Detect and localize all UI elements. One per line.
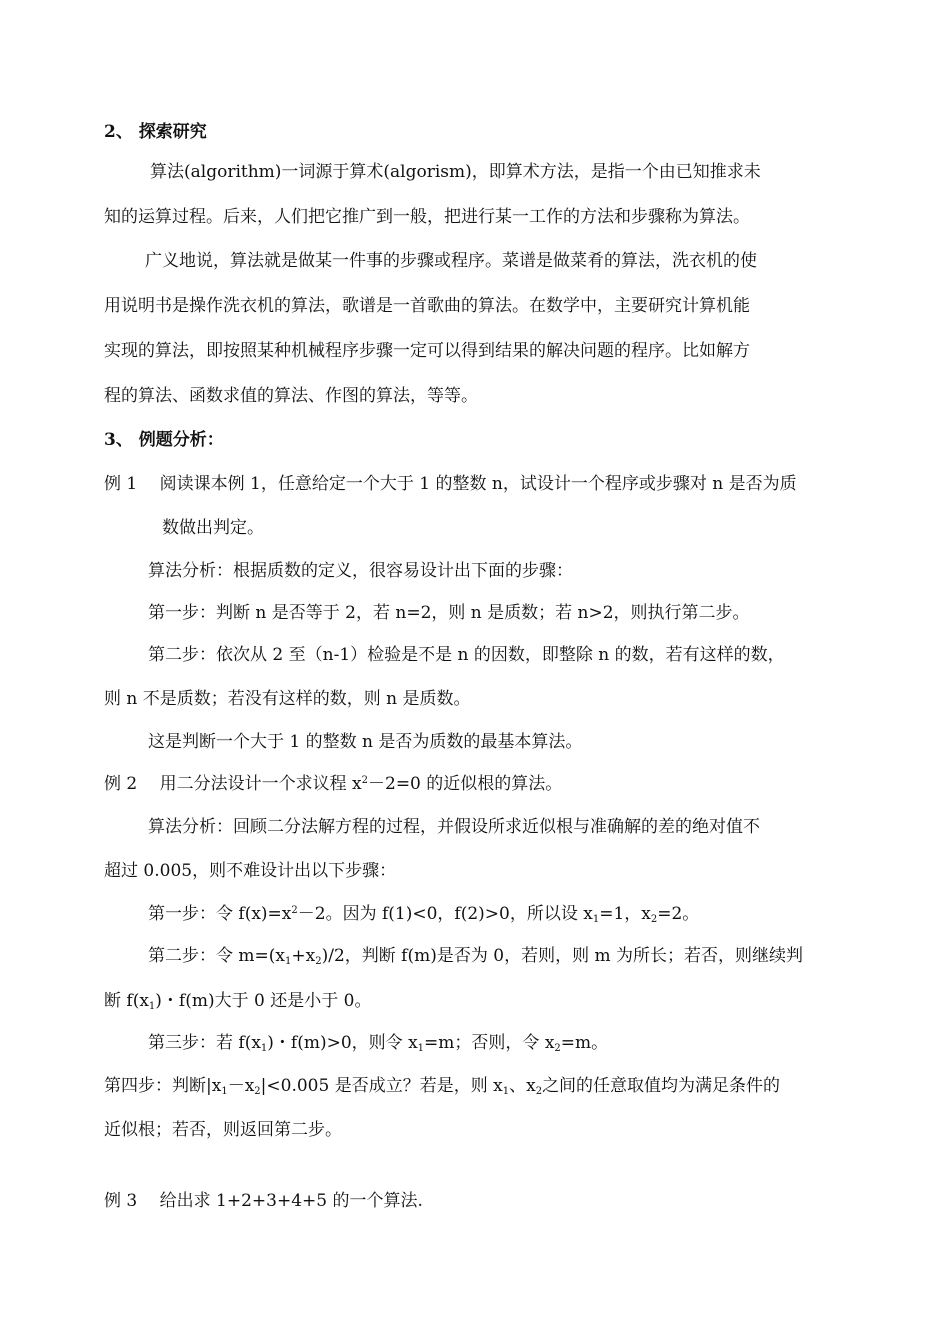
paragraph-line: 程的算法、函数求值的算法、作图的算法，等等。 <box>104 386 478 406</box>
step-line: 第三步：若 $f(x_1)$・f(m)>0，则令 $x_1=m$；否则，令 $x_2=m$。 <box>148 1033 609 1054</box>
paragraph-line: 算法(algorithm)一词源于算术(algorism)，即算术方法，是指一个由已知推求未 <box>150 162 761 182</box>
summary-line: 这是判断一个大于 1 的整数 n 是否为质数的最基本算法。 <box>148 732 583 752</box>
example-3-title: 例 3 给出求 1+2+3+4+5 的一个算法. <box>104 1191 423 1211</box>
example-1-title: 例 1 阅读课本例 1，任意给定一个大于 1 的整数 n，试设计一个程序或步骤对 n 是否为质 <box>104 474 797 494</box>
paragraph-line: 广义地说，算法就是做某一件事的步骤或程序。菜谱是做菜肴的算法，洗衣机的使 <box>145 251 757 271</box>
algorithm-analysis: 算法分析：根据质数的定义，很容易设计出下面的步骤： <box>148 561 573 581</box>
step-line: 第一步：判断 n 是否等于 2，若 n=2，则 n 是质数；若 n>2，则执行第二步。 <box>148 603 750 623</box>
section-heading-2: 2、 探索研究 <box>104 122 207 142</box>
paragraph-line: 知的运算过程。后来，人们把它推广到一般，把进行某一工作的方法和步骤称为算法。 <box>104 207 750 227</box>
example-2-title: 例 2 用二分法设计一个求议程 $x^2-2=0$ 的近似根的算法。 <box>104 774 563 794</box>
algorithm-analysis: 算法分析：回顾二分法解方程的过程，并假设所求近似根与准确解的差的绝对值不 <box>148 817 760 837</box>
step-line: 第一步：令 $f(x)=x^2-2$。因为 f(1)<0，f(2)>0，所以设 $x_1=1$，$x_2=2$。 <box>148 904 700 925</box>
algorithm-analysis-cont: 超过 0.005，则不难设计出以下步骤： <box>104 861 397 881</box>
step-line: 断 $f(x_1)$・f(m)大于 0 还是小于 0。 <box>104 991 372 1012</box>
step-line: 则 n 不是质数；若没有这样的数，则 n 是质数。 <box>104 689 471 709</box>
step-line: 第二步：令 $m=(x_1+x_2)/2$，判断 f(m)是否为 0，若则，则 m 为所长；若否，则继续判 <box>148 946 803 967</box>
paragraph-line: 实现的算法，即按照某种机械程序步骤一定可以得到结果的解决问题的程序。比如解方 <box>104 341 750 361</box>
section-heading-3: 3、 例题分析： <box>104 430 224 450</box>
step-line: 第四步：判断$|x_1-x_2|<0.005$ 是否成立？若是，则 $x_1$、$x_2$之间的任意取值均为满足条件的 <box>104 1076 781 1097</box>
step-line: 近似根；若否，则返回第二步。 <box>104 1120 342 1140</box>
paragraph-line: 用说明书是操作洗衣机的算法，歌谱是一首歌曲的算法。在数学中，主要研究计算机能 <box>104 296 750 316</box>
step-line: 第二步：依次从 2 至（n-1）检验是不是 n 的因数，即整除 n 的数，若有这样的数， <box>148 645 785 665</box>
example-1-title-cont: 数做出判定。 <box>162 518 264 538</box>
